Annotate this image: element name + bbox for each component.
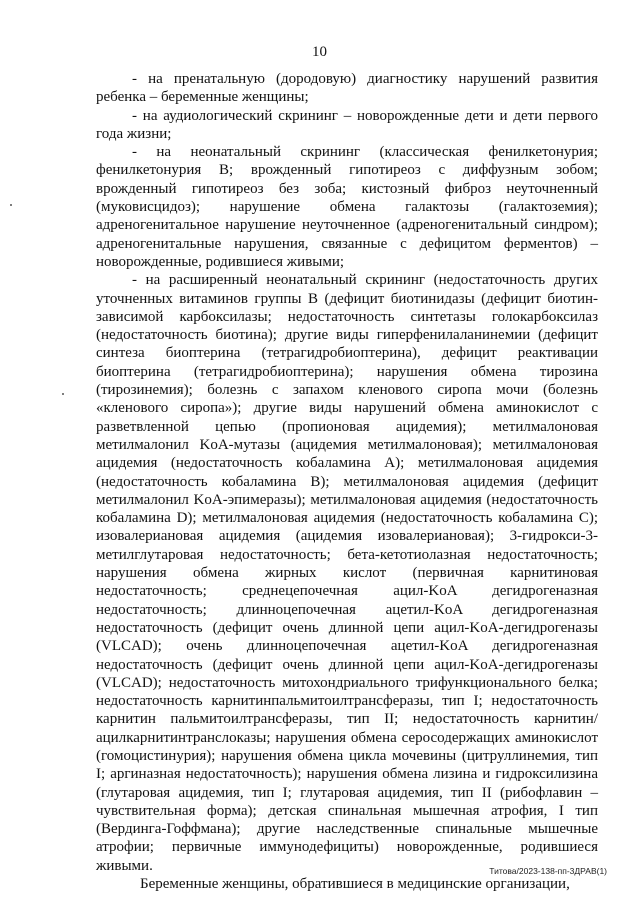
paragraph-prenatal-diagnostics: - на пренатальную (дородовую) диагностику нарушений развития ребенка – беременные женщины;: [96, 71, 598, 106]
paragraph-extended-neonatal-screening: - на расширенный неонатальный скрининг (недостаточность других уточненных витаминов группы B (дефицит биотинидазы (дефицит биотин-зависимой карбоксилазы; недостаточность синтетазы голокарбоксилаз (недостаточность биотина); другие виды гиперфенилаланинемии (дефицит синтеза биоптерина (тетрагидробиоптерина), дефицит реактивации биоптерина (тетрагидробиоптерина); нарушения обмена тирозина (тирозинемия); болезнь с запахом кленового сиропа мочи (болезнь «кленового сиропа»); другие виды нарушений обмена аминокислот с разветвленной цепью (пропионовая ацидемия); метилмалоновая метилмалонил KoA-мутазы (ацидемия метилмалоновая); метилмалоновая ацидемия (недостаточность кобаламина A); метилмалоновая ацидемия (недостаточность кобаламина B); метилмалоновая ацидемия (дефицит метилмалонил KoA-эпимеразы); метилмалоновая ацидемия (недостаточность кобаламина D); метилмалоновая ацидемия (недостаточность кобаламина C); изовалериановая ацидемия (ацидемия изовалериановая); 3-гидрокси-3-метилглутаровая недостаточность; бета-кетотиолазная недостаточность; нарушения обмена жирных кислот (первичная карнитиновая недостаточность; среднецепочечная ацил-KoA дегидрогеназная недостаточность; длинноцепочечная ацетил-KoA дегидрогеназная недостаточность (дефицит очень длинной цепи ацил-KoA-дегидрогеназы (VLCAD); очень длинноцепочечная ацетил-KoA дегидрогеназная недостаточность (дефицит очень длинной цепи ацил-KoA-дегидрогеназы (VLCAD); недостаточность митохондриального трифункционального белка; недостаточность карнитинпальмитоилтрансферазы, тип I; недостаточность карнитин пальмитоилтрансферазы, тип II; недостаточность карнитин/ацилкарнитинтранслоказы; нарушения обмена серосодержащих аминокислот (гомоцистинурия); нарушения обмена цикла мочевины (цитруллинемия, тип I; аргиназная недостаточность); нарушения обмена лизина и гидроксилизина (глутаровая ацидемия, тип I; глутаровая ацидемия, тип II (рибофлавин – чувствительная форма); детская спинальная мышечная атрофия, I тип (Вердинга-Гоффмана); другие наследственные спинальные мышечные атрофии; первичные иммунодефициты) новорожденные, родившиеся живыми.: [96, 272, 598, 874]
paragraph-pregnant-women: Беременные женщины, обратившиеся в медицинские организации,: [140, 876, 570, 893]
document-body: [96, 70, 598, 893]
paragraph-audiological-screening: - на аудиологический скрининг – новорожденные дети и дети первого года жизни;: [96, 107, 598, 142]
page-number: 10: [312, 44, 327, 60]
scan-speck: [10, 204, 12, 206]
paragraph-neonatal-screening: - на неонатальный скрининг (классическая фенилкетонурия; фенилкетонурия B; врожденный гипотиреоз с диффузным зобом; врожденный гипотиреоз без зоба; кистозный фиброз неуточненный (муковисцидоз); нарушение обмена галактозы (галактоземия); адреногенитальное нарушение неуточненное (адреногенитальный синдром); адреногенитальные нарушения, связанные с дефицитом ферментов) – новорожденные, родившиеся живыми;: [96, 144, 598, 270]
document-footer-code: Титова/2023-138-пп-3ДРАВ(1): [489, 866, 607, 876]
scan-speck: [62, 393, 64, 395]
